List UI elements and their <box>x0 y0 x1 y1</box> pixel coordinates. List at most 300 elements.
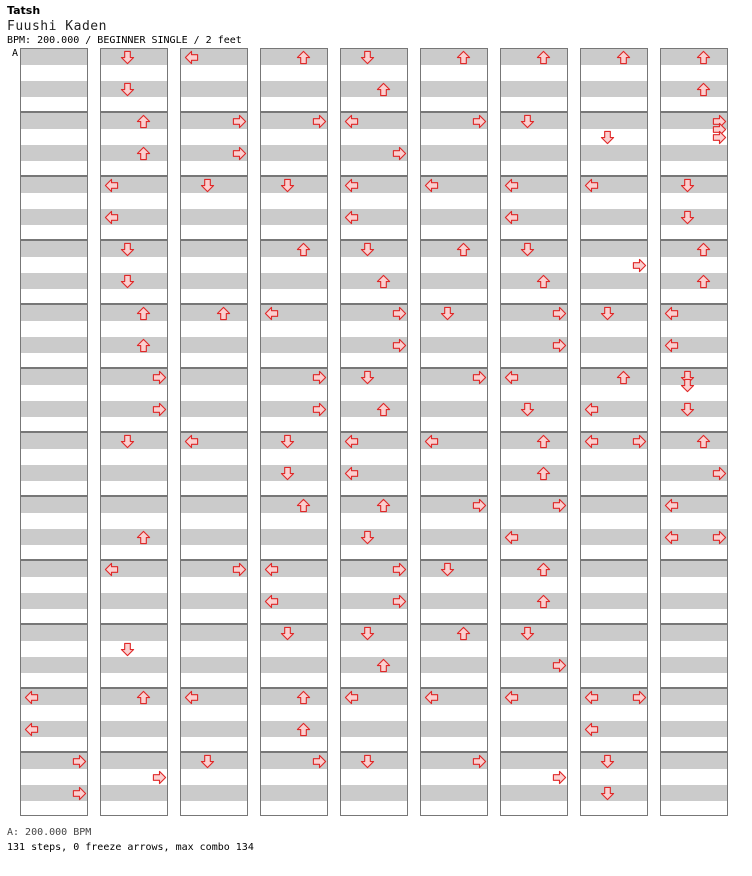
beat-band <box>421 337 487 353</box>
beat-band <box>261 657 327 673</box>
arrow-down-icon <box>600 786 615 801</box>
beat-band <box>421 465 487 481</box>
arrow-right-icon <box>72 786 87 801</box>
measure <box>420 176 488 240</box>
arrow-right-icon <box>552 338 567 353</box>
beat-band <box>501 273 567 289</box>
arrow-up-icon <box>296 50 311 65</box>
beat-band <box>661 785 727 801</box>
arrow-down-icon <box>120 82 135 97</box>
measure <box>580 112 648 176</box>
beat-band <box>501 721 567 737</box>
measure <box>660 752 728 816</box>
beat-band <box>421 625 487 641</box>
beat-band <box>21 49 87 65</box>
measure <box>500 496 568 560</box>
beat-band <box>261 273 327 289</box>
beat-band <box>501 561 567 577</box>
arrow-right-icon <box>552 306 567 321</box>
arrow-down-icon <box>680 210 695 225</box>
measure <box>260 112 328 176</box>
arrow-left-icon <box>264 562 279 577</box>
beat-band <box>101 337 167 353</box>
arrow-down-icon <box>440 562 455 577</box>
song-title: Fuushi Kaden <box>7 19 107 34</box>
measure <box>580 752 648 816</box>
arrow-right-icon <box>152 370 167 385</box>
arrow-up-icon <box>536 562 551 577</box>
measure <box>340 176 408 240</box>
beat-band <box>581 529 647 545</box>
measure <box>500 240 568 304</box>
measure <box>180 304 248 368</box>
measure <box>660 240 728 304</box>
arrow-right-icon <box>472 498 487 513</box>
arrow-up-icon <box>696 274 711 289</box>
measure <box>500 176 568 240</box>
beat-band <box>21 113 87 129</box>
measure <box>420 752 488 816</box>
beat-band <box>181 721 247 737</box>
measure <box>20 432 88 496</box>
beat-band <box>421 401 487 417</box>
measure <box>420 688 488 752</box>
beat-band <box>21 337 87 353</box>
arrow-up-icon <box>376 274 391 289</box>
measure <box>580 496 648 560</box>
beat-band <box>181 241 247 257</box>
beat-band <box>661 241 727 257</box>
measure <box>580 48 648 112</box>
arrow-down-icon <box>680 402 695 417</box>
song-artist: Tatsh <box>7 4 41 17</box>
arrow-left-icon <box>104 178 119 193</box>
beat-band <box>21 657 87 673</box>
beat-band <box>341 273 407 289</box>
beat-band <box>181 593 247 609</box>
measure <box>20 624 88 688</box>
beat-band <box>261 337 327 353</box>
arrow-left-icon <box>504 178 519 193</box>
arrow-down-icon <box>360 754 375 769</box>
beat-band <box>21 369 87 385</box>
measure <box>180 368 248 432</box>
measure <box>260 496 328 560</box>
chart-footer <box>7 825 254 855</box>
arrow-left-icon <box>664 530 679 545</box>
measure <box>180 560 248 624</box>
arrow-down-icon <box>600 754 615 769</box>
beat-band <box>341 81 407 97</box>
arrow-down-icon <box>280 434 295 449</box>
arrow-left-icon <box>664 498 679 513</box>
arrow-left-icon <box>424 690 439 705</box>
beat-band <box>421 273 487 289</box>
beat-band <box>261 497 327 513</box>
beat-band <box>261 49 327 65</box>
beat-band <box>581 593 647 609</box>
arrow-down-icon <box>200 754 215 769</box>
measure <box>420 240 488 304</box>
beat-band <box>101 145 167 161</box>
measure <box>580 240 648 304</box>
arrow-down-icon <box>120 434 135 449</box>
measure <box>260 240 328 304</box>
arrow-right-icon <box>392 146 407 161</box>
measure <box>100 48 168 112</box>
arrow-left-icon <box>184 50 199 65</box>
measure <box>500 752 568 816</box>
beat-band <box>21 593 87 609</box>
beat-band <box>181 305 247 321</box>
beat-band <box>661 753 727 769</box>
arrow-left-icon <box>184 434 199 449</box>
measure <box>340 624 408 688</box>
beat-band <box>181 657 247 673</box>
arrow-down-icon <box>520 114 535 129</box>
measure <box>100 432 168 496</box>
arrow-up-icon <box>536 594 551 609</box>
measure <box>580 176 648 240</box>
beat-band <box>261 81 327 97</box>
arrow-down-icon <box>360 242 375 257</box>
arrow-down-icon <box>280 178 295 193</box>
beat-band <box>181 785 247 801</box>
arrow-left-icon <box>344 434 359 449</box>
arrow-left-icon <box>664 306 679 321</box>
arrow-up-icon <box>536 274 551 289</box>
measure <box>20 176 88 240</box>
measure <box>580 688 648 752</box>
beat-band <box>261 689 327 705</box>
beat-band <box>581 625 647 641</box>
beat-band <box>181 337 247 353</box>
measure <box>260 624 328 688</box>
arrow-down-icon <box>680 178 695 193</box>
measure <box>20 496 88 560</box>
measure <box>660 560 728 624</box>
beat-band <box>661 689 727 705</box>
measure <box>660 304 728 368</box>
beat-band <box>101 689 167 705</box>
measure <box>500 688 568 752</box>
beat-band <box>101 305 167 321</box>
arrow-right-icon <box>632 690 647 705</box>
measure <box>100 560 168 624</box>
arrow-up-icon <box>376 82 391 97</box>
chart-info: BPM: 200.000 / BEGINNER SINGLE / 2 feet <box>7 35 242 46</box>
beat-band <box>21 241 87 257</box>
beat-band <box>341 721 407 737</box>
measure <box>260 432 328 496</box>
beat-band <box>21 465 87 481</box>
measure <box>660 496 728 560</box>
measure <box>580 560 648 624</box>
beat-band <box>421 209 487 225</box>
beat-band <box>21 81 87 97</box>
measure <box>260 304 328 368</box>
measure <box>180 624 248 688</box>
arrow-up-icon <box>616 370 631 385</box>
beat-band <box>21 177 87 193</box>
beat-band <box>261 145 327 161</box>
beat-band <box>661 81 727 97</box>
beat-band <box>421 81 487 97</box>
measure <box>20 688 88 752</box>
measure <box>340 368 408 432</box>
beat-band <box>581 209 647 225</box>
beat-band <box>581 369 647 385</box>
arrow-right-icon <box>552 770 567 785</box>
beat-band <box>581 145 647 161</box>
arrow-left-icon <box>344 690 359 705</box>
arrow-up-icon <box>536 434 551 449</box>
arrow-left-icon <box>344 466 359 481</box>
measure <box>100 240 168 304</box>
measure <box>420 496 488 560</box>
arrow-up-icon <box>296 242 311 257</box>
measure <box>20 48 88 112</box>
beat-band <box>261 785 327 801</box>
measure <box>180 496 248 560</box>
measure <box>340 112 408 176</box>
arrow-left-icon <box>424 434 439 449</box>
arrow-down-icon <box>360 626 375 641</box>
beat-band <box>181 529 247 545</box>
beat-band <box>501 593 567 609</box>
measure <box>420 304 488 368</box>
beat-band <box>181 625 247 641</box>
arrow-down-icon <box>520 626 535 641</box>
beat-band <box>181 465 247 481</box>
measure <box>340 240 408 304</box>
arrow-down-icon <box>520 242 535 257</box>
arrow-right-icon <box>472 754 487 769</box>
beat-band <box>501 49 567 65</box>
arrow-right-icon <box>392 338 407 353</box>
arrow-right-icon <box>472 114 487 129</box>
measure <box>260 176 328 240</box>
measure <box>660 624 728 688</box>
arrow-up-icon <box>216 306 231 321</box>
arrow-right-icon <box>152 770 167 785</box>
beat-band <box>581 497 647 513</box>
beat-band <box>581 241 647 257</box>
measure <box>340 752 408 816</box>
arrow-up-icon <box>296 722 311 737</box>
beat-band <box>181 497 247 513</box>
beat-band <box>21 561 87 577</box>
arrow-up-icon <box>456 50 471 65</box>
measure <box>340 304 408 368</box>
arrow-right-icon <box>312 402 327 417</box>
beat-band <box>581 657 647 673</box>
beat-band <box>101 497 167 513</box>
arrow-left-icon <box>344 178 359 193</box>
beat-band <box>101 625 167 641</box>
arrow-right-icon <box>712 530 727 545</box>
beat-band <box>501 145 567 161</box>
arrow-down-icon <box>280 466 295 481</box>
arrow-right-icon <box>552 658 567 673</box>
arrow-right-icon <box>232 146 247 161</box>
footer-bpm-list: A: 200.000 BPM <box>7 827 92 838</box>
measure <box>660 112 728 176</box>
measure <box>580 304 648 368</box>
beat-band <box>101 721 167 737</box>
arrow-up-icon <box>696 82 711 97</box>
beat-band <box>101 529 167 545</box>
arrow-up-icon <box>136 530 151 545</box>
measure <box>660 176 728 240</box>
measure <box>100 688 168 752</box>
beat-band <box>661 625 727 641</box>
arrow-right-icon <box>712 130 727 145</box>
beat-band <box>501 465 567 481</box>
beat-band <box>261 721 327 737</box>
beat-band <box>341 657 407 673</box>
measure <box>420 48 488 112</box>
measure <box>100 368 168 432</box>
arrow-up-icon <box>456 626 471 641</box>
arrow-left-icon <box>104 210 119 225</box>
beat-band <box>101 785 167 801</box>
beat-band <box>581 561 647 577</box>
measure <box>580 368 648 432</box>
arrow-down-icon <box>280 626 295 641</box>
arrow-down-icon <box>120 274 135 289</box>
beat-band <box>661 657 727 673</box>
arrow-right-icon <box>632 258 647 273</box>
beat-band <box>661 49 727 65</box>
arrow-up-icon <box>536 50 551 65</box>
arrow-down-icon <box>680 378 695 393</box>
beat-band <box>21 625 87 641</box>
arrow-left-icon <box>424 178 439 193</box>
measure <box>260 752 328 816</box>
measure <box>660 432 728 496</box>
arrow-right-icon <box>712 466 727 481</box>
measure <box>260 48 328 112</box>
arrow-right-icon <box>312 754 327 769</box>
beat-band <box>661 273 727 289</box>
beat-band <box>21 529 87 545</box>
arrow-right-icon <box>392 562 407 577</box>
measure <box>180 240 248 304</box>
beat-band <box>581 337 647 353</box>
beat-band <box>421 49 487 65</box>
arrow-down-icon <box>120 642 135 657</box>
beat-band <box>21 145 87 161</box>
beat-band <box>501 785 567 801</box>
arrow-right-icon <box>72 754 87 769</box>
measure <box>420 368 488 432</box>
arrow-down-icon <box>600 130 615 145</box>
arrow-up-icon <box>296 498 311 513</box>
arrow-up-icon <box>376 402 391 417</box>
measure <box>260 688 328 752</box>
beat-band <box>101 657 167 673</box>
arrow-left-icon <box>584 178 599 193</box>
beat-band <box>661 561 727 577</box>
arrow-right-icon <box>552 498 567 513</box>
arrow-left-icon <box>24 722 39 737</box>
arrow-down-icon <box>360 530 375 545</box>
beat-band <box>501 81 567 97</box>
arrow-up-icon <box>136 338 151 353</box>
measure <box>420 560 488 624</box>
arrow-left-icon <box>184 690 199 705</box>
arrow-up-icon <box>696 242 711 257</box>
beat-band <box>581 113 647 129</box>
measure <box>20 560 88 624</box>
measure <box>500 112 568 176</box>
beat-band <box>421 721 487 737</box>
beat-band <box>421 785 487 801</box>
measure <box>180 432 248 496</box>
arrow-left-icon <box>504 370 519 385</box>
beat-band <box>581 273 647 289</box>
arrow-left-icon <box>344 114 359 129</box>
measure <box>420 624 488 688</box>
beat-band <box>501 753 567 769</box>
measure <box>20 368 88 432</box>
beat-band <box>581 49 647 65</box>
beat-band <box>421 145 487 161</box>
arrow-up-icon <box>376 498 391 513</box>
measure <box>340 688 408 752</box>
arrow-up-icon <box>536 466 551 481</box>
beat-band <box>341 785 407 801</box>
beat-band <box>581 81 647 97</box>
measure <box>660 368 728 432</box>
arrow-right-icon <box>312 370 327 385</box>
arrow-left-icon <box>584 434 599 449</box>
measure <box>100 752 168 816</box>
beat-band <box>21 209 87 225</box>
measure <box>100 496 168 560</box>
measure <box>100 304 168 368</box>
arrow-left-icon <box>504 210 519 225</box>
measure <box>340 496 408 560</box>
arrow-left-icon <box>264 306 279 321</box>
beat-band <box>661 593 727 609</box>
beat-band <box>181 81 247 97</box>
beat-band <box>21 305 87 321</box>
measure <box>260 368 328 432</box>
measure <box>180 176 248 240</box>
measure <box>260 560 328 624</box>
arrow-left-icon <box>24 690 39 705</box>
arrow-up-icon <box>136 146 151 161</box>
beat-band <box>21 433 87 449</box>
arrow-left-icon <box>584 402 599 417</box>
beat-band <box>421 657 487 673</box>
measure <box>500 368 568 432</box>
beat-band <box>261 529 327 545</box>
beat-band <box>341 497 407 513</box>
arrow-left-icon <box>344 210 359 225</box>
beat-band <box>21 497 87 513</box>
beat-band <box>181 209 247 225</box>
arrow-down-icon <box>200 178 215 193</box>
arrow-up-icon <box>696 434 711 449</box>
beat-band <box>181 369 247 385</box>
beat-band <box>181 273 247 289</box>
arrow-right-icon <box>392 594 407 609</box>
beat-band <box>181 401 247 417</box>
measure <box>420 432 488 496</box>
